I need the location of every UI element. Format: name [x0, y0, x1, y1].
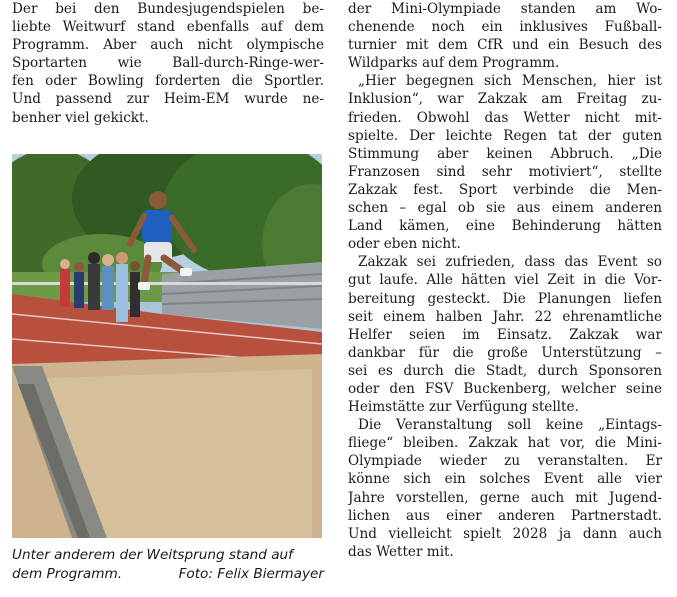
- text-line: Jahre vorstellen, gerne auch mit Jugend-: [348, 489, 662, 506]
- text-line: Heimstätte zur Verfügung stellte.: [348, 399, 579, 416]
- text-line: das Wetter mit.: [348, 543, 454, 560]
- text-line: Stimmung aber keinen Abbruch. „Die: [348, 145, 662, 162]
- left-column: [12, 0, 324, 127]
- photo-long-jump-icon: [12, 154, 322, 538]
- text-line: sei es durch die Stadt, durch Sponsoren: [348, 362, 662, 379]
- right-column: [348, 0, 662, 561]
- text-line: Inklusion“, war Zakzak am Freitag zu-: [348, 91, 662, 108]
- text-line: fen oder Bowling forderten die Sportler.: [12, 73, 324, 90]
- text-line: Zakzak fest. Sport verbinde die Men-: [348, 181, 662, 198]
- text-line: Helfer seien im Einsatz. Zakzak war: [348, 326, 662, 343]
- text-line: fliege“ bleiben. Zakzak hat vor, die Mini-: [348, 435, 662, 452]
- text-line: Wildparks auf dem Programm.: [348, 55, 560, 72]
- text-line: „Hier begegnen sich Menschen, hier ist: [358, 73, 662, 90]
- article-photo: [12, 154, 322, 538]
- photo-caption: [12, 546, 324, 583]
- text-line: oder eben nicht.: [348, 236, 461, 253]
- text-line: turnier mit dem CfR und ein Besuch des: [348, 37, 662, 54]
- text-line: Zakzak sei zufrieden, dass das Event so: [358, 254, 662, 271]
- text-line: Und vielleicht spielt 2028 ja dann auch: [348, 525, 662, 542]
- text-line: Land kämen, eine Behinderung hätten: [348, 218, 662, 235]
- text-line: liebte Weitwurf stand ebenfalls auf dem: [12, 19, 324, 36]
- text-line: seit einem halben Jahr. 22 ehrenamtliche: [348, 308, 662, 325]
- text-line: Franzosen sind sehr motiviert“, stellte: [348, 163, 662, 180]
- text-line: lichen aus einer anderen Partnerstadt.: [348, 507, 662, 524]
- text-line: spielte. Der leichte Regen tat der guten: [348, 127, 662, 144]
- text-line: Sportarten wie Ball-durch-Ringe-wer-: [12, 55, 324, 72]
- text-line: gut laufe. Alle hätten viel Zeit in die Vor-: [348, 272, 662, 289]
- photo-credit: Foto: Felix Biermayer: [178, 565, 324, 582]
- text-line: schen – egal ob sie aus einem anderen: [348, 200, 662, 217]
- paragraph: [348, 72, 662, 253]
- caption-line: [12, 565, 324, 584]
- text-line: benher viel gekickt.: [12, 109, 149, 126]
- left-paragraph: [12, 0, 324, 127]
- paragraph: [348, 253, 662, 416]
- text-line: Olympiade wieder zu veranstalten. Er: [348, 453, 662, 470]
- text-line: frieden. Obwohl das Wetter nicht mit-: [348, 109, 662, 126]
- text-line: oder den FSV Buckenberg, welcher seine: [348, 380, 662, 397]
- text-line: Der bei den Bundesjugendspielen be-: [12, 1, 324, 17]
- paragraph: [348, 416, 662, 561]
- text-line: dankbar für die große Unterstützung –: [348, 344, 662, 361]
- text-line: chenende noch ein inklusives Fußball-: [348, 19, 662, 36]
- text-line: Programm. Aber auch nicht olympische: [12, 37, 324, 54]
- caption-line: Unter anderem der Weitsprung stand auf: [12, 547, 293, 563]
- text-line: bereitung gesteckt. Die Planungen liefen: [348, 290, 662, 307]
- text-line: Und passend zur Heim-EM wurde ne-: [12, 91, 324, 108]
- text-line: der Mini-Olympiade standen am Wo-: [348, 1, 662, 17]
- paragraph: [348, 0, 662, 72]
- text-line: könne sich ein solches Event alle vier: [348, 471, 662, 488]
- text-line: Die Veranstaltung soll keine „Eintags-: [358, 417, 662, 434]
- caption-text: dem Programm.: [12, 565, 123, 582]
